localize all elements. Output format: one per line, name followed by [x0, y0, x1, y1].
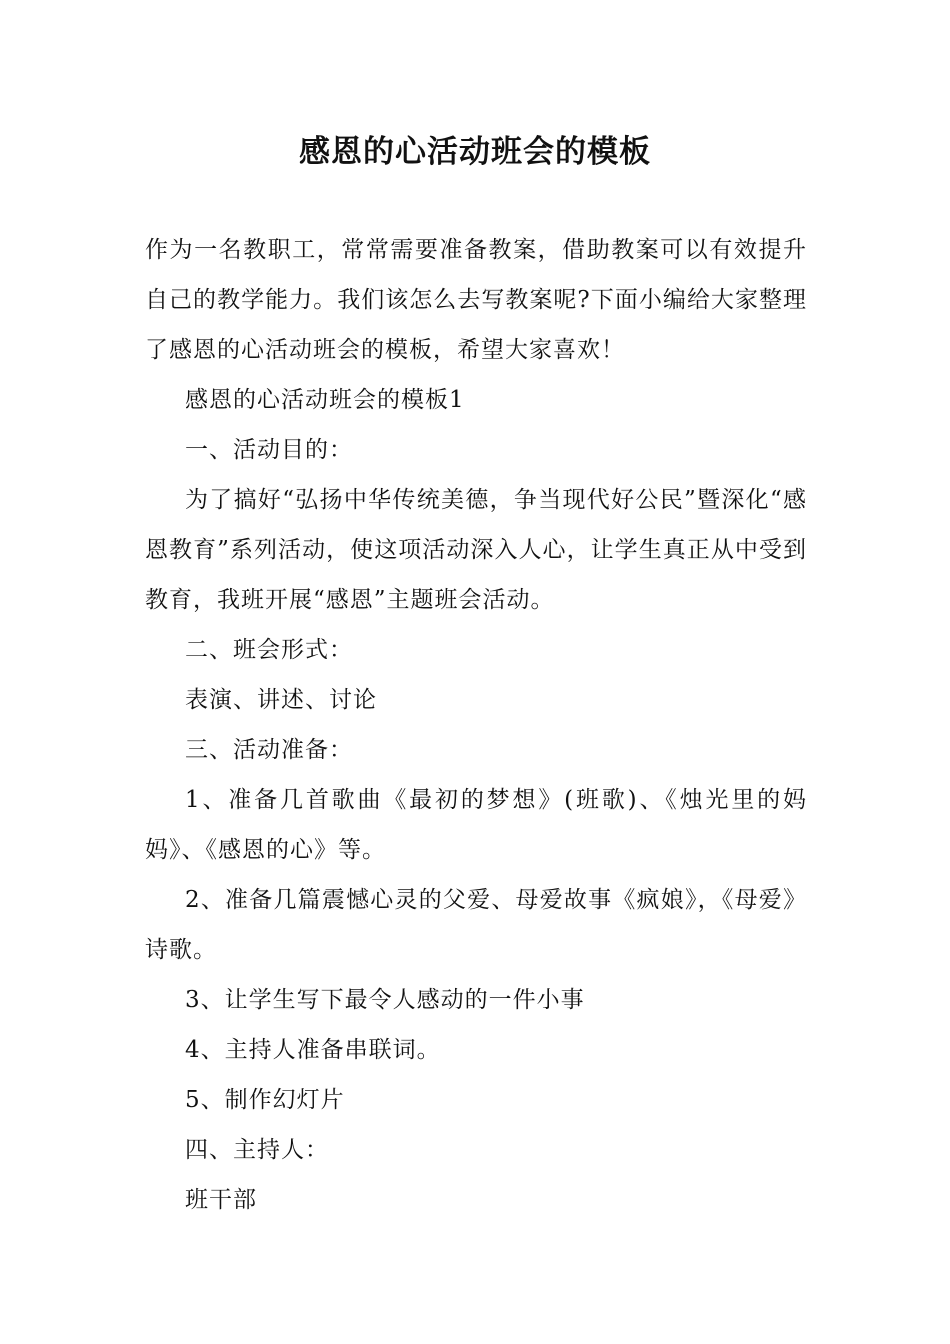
- paragraph-template-heading: 感恩的心活动班会的模板1: [185, 387, 465, 413]
- paragraph-intro: 作为一名教职工，常常需要准备教案，借助教案可以有效提升自己的教学能力。我们该怎么去写教案呢?下面小编给大家整理了感恩的心活动班会的模板，希望大家喜欢！: [145, 237, 807, 363]
- paragraph-format-content: 表演、讲述、讨论: [185, 687, 377, 713]
- paragraph-prep-item-2: 2、准备几篇震憾心灵的父爱、母爱故事《疯娘》，《母爱》诗歌。: [145, 887, 807, 963]
- paragraph-prep-item-3: 3、让学生写下最令人感动的一件小事: [185, 987, 585, 1013]
- paragraph-prep-item-1: 1、准备几首歌曲《最初的梦想》(班歌)、《烛光里的妈妈》、《感恩的心》等。: [145, 787, 807, 863]
- document-body: [145, 225, 807, 1225]
- paragraph-prep-item-4: 4、主持人准备串联词。: [185, 1037, 441, 1063]
- paragraph-host-content: 班干部: [185, 1187, 257, 1213]
- paragraph-section-host: 四、主持人：: [185, 1137, 329, 1163]
- paragraph-section-purpose: 一、活动目的：: [185, 437, 353, 463]
- paragraph-section-format: 二、班会形式：: [185, 637, 353, 663]
- paragraph-section-preparation: 三、活动准备：: [185, 737, 353, 763]
- document-title: 感恩的心活动班会的模板: [299, 134, 651, 170]
- paragraph-prep-item-5: 5、制作幻灯片: [185, 1087, 345, 1113]
- paragraph-purpose-content: 为了搞好“弘扬中华传统美德，争当现代好公民”暨深化“感恩教育”系列活动，使这项活动深入人心，让学生真正从中受到教育，我班开展“感恩”主题班会活动。: [145, 487, 807, 613]
